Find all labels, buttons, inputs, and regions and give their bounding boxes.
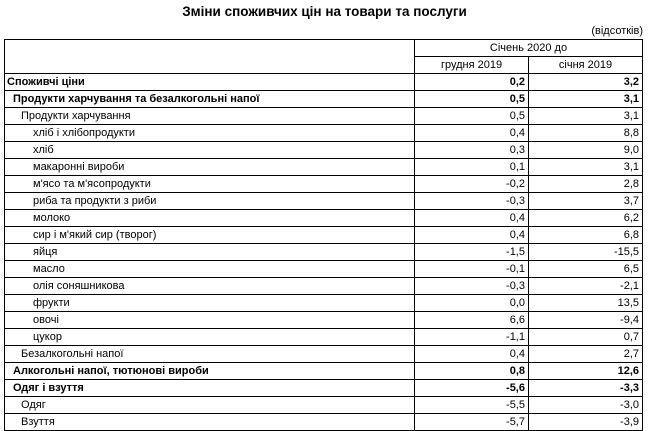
header-col-jan: січня 2019 [529, 57, 643, 74]
row-label: цукор [5, 329, 415, 346]
row-label: олія соняшникова [5, 278, 415, 295]
value-vs-jan-2019: 6,2 [529, 210, 643, 227]
row-label: Безалкогольні напої [5, 346, 415, 363]
table-row [5, 278, 643, 295]
value-vs-dec-2019: 0,4 [415, 125, 529, 142]
table-row [5, 159, 643, 176]
value-vs-dec-2019: -0,1 [415, 261, 529, 278]
value-vs-dec-2019: 0,2 [415, 74, 529, 91]
value-vs-dec-2019: -5,7 [415, 414, 529, 431]
value-vs-jan-2019: 3,2 [529, 74, 643, 91]
table-row [5, 125, 643, 142]
row-label: Алкогольні напої, тютюнові вироби [5, 363, 415, 380]
value-vs-jan-2019: -9,4 [529, 312, 643, 329]
table-row [5, 346, 643, 363]
row-label: риба та продукти з риби [5, 193, 415, 210]
value-vs-dec-2019: 0,4 [415, 227, 529, 244]
value-vs-jan-2019: 3,7 [529, 193, 643, 210]
value-vs-jan-2019: -2,1 [529, 278, 643, 295]
unit-label: (відсотків) [591, 25, 643, 37]
value-vs-dec-2019: -1,5 [415, 244, 529, 261]
table-row [5, 380, 643, 397]
table-row [5, 210, 643, 227]
value-vs-jan-2019: -3,3 [529, 380, 643, 397]
table-row [5, 312, 643, 329]
value-vs-jan-2019: 12,6 [529, 363, 643, 380]
value-vs-jan-2019: 6,8 [529, 227, 643, 244]
row-label: Продукти харчування [5, 108, 415, 125]
row-label: молоко [5, 210, 415, 227]
header-row-group [5, 40, 643, 57]
table-row [5, 176, 643, 193]
value-vs-jan-2019: 3,1 [529, 108, 643, 125]
value-vs-jan-2019: 3,1 [529, 159, 643, 176]
value-vs-dec-2019: 0,1 [415, 159, 529, 176]
value-vs-dec-2019: 6,6 [415, 312, 529, 329]
row-label: макаронні вироби [5, 159, 415, 176]
table-row [5, 227, 643, 244]
table-row [5, 244, 643, 261]
table-row [5, 329, 643, 346]
table-row [5, 193, 643, 210]
value-vs-dec-2019: 0,8 [415, 363, 529, 380]
row-label: хліб і хлібопродукти [5, 125, 415, 142]
value-vs-dec-2019: 0,5 [415, 91, 529, 108]
value-vs-dec-2019: 0,3 [415, 142, 529, 159]
value-vs-dec-2019: 0,5 [415, 108, 529, 125]
value-vs-dec-2019: -5,5 [415, 397, 529, 414]
table-title: Зміни споживчих цін на товари та послуги [182, 4, 467, 19]
row-label: овочі [5, 312, 415, 329]
value-vs-dec-2019: 0,0 [415, 295, 529, 312]
value-vs-dec-2019: -5,6 [415, 380, 529, 397]
value-vs-dec-2019: -0,3 [415, 278, 529, 295]
row-label: фрукти [5, 295, 415, 312]
value-vs-jan-2019: 13,5 [529, 295, 643, 312]
value-vs-jan-2019: 0,7 [529, 329, 643, 346]
table-row [5, 142, 643, 159]
value-vs-dec-2019: -0,2 [415, 176, 529, 193]
table-row [5, 91, 643, 108]
table-row [5, 397, 643, 414]
value-vs-dec-2019: 0,4 [415, 346, 529, 363]
value-vs-jan-2019: 2,7 [529, 346, 643, 363]
value-vs-dec-2019: 0,4 [415, 210, 529, 227]
row-label: хліб [5, 142, 415, 159]
value-vs-jan-2019: 9,0 [529, 142, 643, 159]
value-vs-jan-2019: -15,5 [529, 244, 643, 261]
value-vs-jan-2019: 2,8 [529, 176, 643, 193]
table-row [5, 295, 643, 312]
row-label: м'ясо та м'ясопродукти [5, 176, 415, 193]
value-vs-dec-2019: -0,3 [415, 193, 529, 210]
value-vs-jan-2019: 8,8 [529, 125, 643, 142]
row-label: сир і м'який сир (творог) [5, 227, 415, 244]
row-label: яйця [5, 244, 415, 261]
value-vs-jan-2019: 6,5 [529, 261, 643, 278]
header-period-group: Січень 2020 до [415, 40, 643, 57]
table-row [5, 74, 643, 91]
value-vs-jan-2019: -3,0 [529, 397, 643, 414]
header-label-cell [5, 40, 415, 74]
table-row [5, 261, 643, 278]
table-row [5, 108, 643, 125]
value-vs-jan-2019: 3,1 [529, 91, 643, 108]
value-vs-jan-2019: -3,9 [529, 414, 643, 431]
row-label: Одяг і взуття [5, 380, 415, 397]
row-label: Взуття [5, 414, 415, 431]
row-label: Одяг [5, 397, 415, 414]
row-label: масло [5, 261, 415, 278]
row-label: Споживчі ціни [5, 74, 415, 91]
table-row [5, 363, 643, 380]
row-label: Продукти харчування та безалкогольні напої [5, 91, 415, 108]
value-vs-dec-2019: -1,1 [415, 329, 529, 346]
header-col-dec: грудня 2019 [415, 57, 529, 74]
price-changes-table [4, 39, 643, 431]
